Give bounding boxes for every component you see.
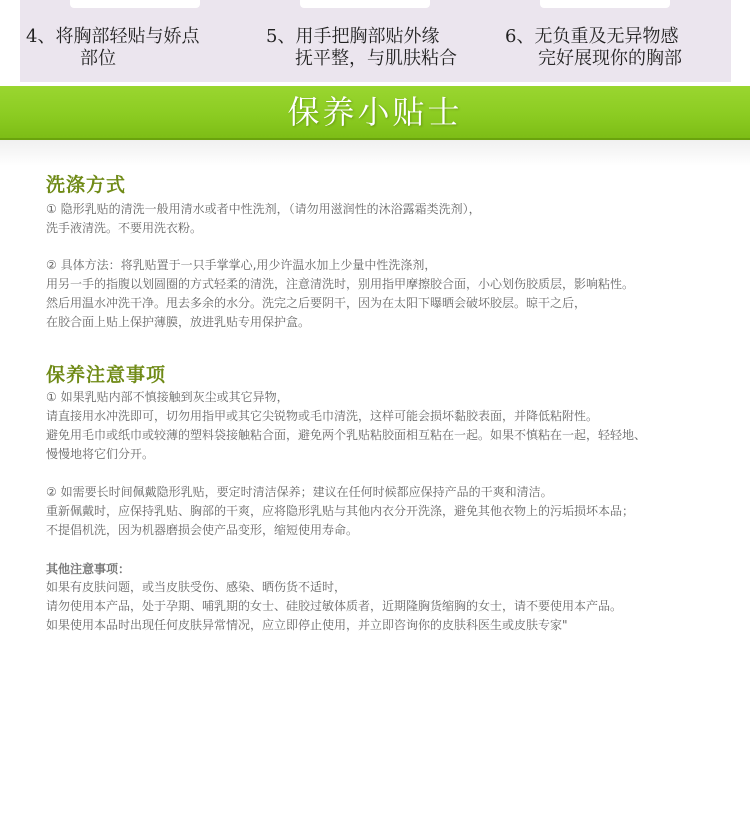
step-line: 4、将胸部轻贴与娇点 (26, 26, 200, 47)
washing-heading: 洗涤方式 (46, 174, 127, 196)
step-image-placeholder (540, 0, 670, 8)
step-image-placeholder (70, 0, 200, 8)
text-line: 请直接用水冲洗即可，切勿用指甲或其它尖锐物或毛巾清洗，这样可能会损坏黏胶表面，并降低粘附性。 (46, 409, 599, 423)
text-line: 然后用温水冲洗干净。甩去多余的水分。洗完之后要阴干，因为在太阳下曝晒会破坏胶层。晾干之后， (46, 296, 587, 310)
tips-banner (0, 86, 750, 140)
text-line: 在胶合面上贴上保护薄膜，放进乳贴专用保护盒。 (46, 315, 311, 329)
text-line: 重新佩戴时，应保持乳贴、胸部的干爽，应将隐形乳贴与其他内衣分开洗涤，避免其他衣物上的污垢损坏本品； (46, 504, 635, 518)
banner-title: 保养小贴士 (287, 93, 463, 131)
text-line: ② 如需要长时间佩戴隐形乳贴，要定时清洁保养；建议在任何时候都应保持产品的干爽和清洁。 (46, 485, 553, 499)
step-line: 抚平整，与肌肤粘合 (295, 48, 457, 69)
text-line: 不提倡机洗，因为机器磨损会使产品变形，缩短使用寿命。 (46, 523, 359, 537)
step-line: 5、用手把胸部贴外缘 (266, 26, 440, 47)
step-4-caption (26, 26, 199, 70)
care-paragraph-2 (46, 483, 736, 540)
step-5-caption (266, 26, 457, 70)
text-line: 如果有皮肤问题，或当皮肤受伤、感染、晒伤货不适时， (46, 580, 347, 594)
other-notes-heading: 其他注意事项： (46, 562, 131, 576)
step-image-placeholder (300, 0, 430, 8)
step-line: 6、无负重及无异物感 (505, 26, 679, 47)
text-line: 如果使用本品时出现任何皮肤异常情况，应立即停止使用，并立即咨询你的皮肤科医生或皮肤专家" (46, 618, 568, 632)
text-line: ① 如果乳贴内部不慎接触到灰尘或其它异物， (46, 390, 289, 404)
text-line: 用另一手的指腹以划圆圈的方式轻柔的清洗，注意清洗时，别用指甲摩擦胶合面，小心划伤胶质层，影响粘性。 (46, 277, 635, 291)
text-line: 避免用毛巾或纸巾或较薄的塑料袋接触粘合面，避免两个乳贴粘胶面相互粘在一起。如果不慎粘在一起，轻轻地、 (46, 428, 647, 442)
other-notes-paragraph (46, 578, 736, 635)
washing-paragraph-2 (46, 256, 736, 332)
care-paragraph-1 (46, 388, 736, 464)
step-line: 部位 (80, 48, 116, 69)
washing-paragraph-1 (46, 200, 736, 238)
step-line: 完好展现你的胸部 (538, 48, 682, 69)
text-line: 慢慢地将它们分开。 (46, 447, 155, 461)
text-line: 洗手液清洗。不要用洗衣粉。 (46, 221, 203, 235)
text-line: 请勿使用本产品，处于孕期、哺乳期的女士、硅胶过敏体质者，近期隆胸货缩胸的女士，请不要使用本产品。 (46, 599, 623, 613)
text-line: ② 具体方法：将乳贴置于一只手掌掌心,用少许温水加上少量中性洗涤剂， (46, 258, 437, 272)
text-line: ① 隐形乳贴的清洗一般用清水或者中性洗剂，（请勿用滋润性的沐浴露霜类洗剂）， (46, 202, 481, 216)
banner-shadow (0, 140, 750, 166)
step-6-caption (505, 26, 682, 70)
care-heading: 保养注意事项 (46, 364, 167, 386)
